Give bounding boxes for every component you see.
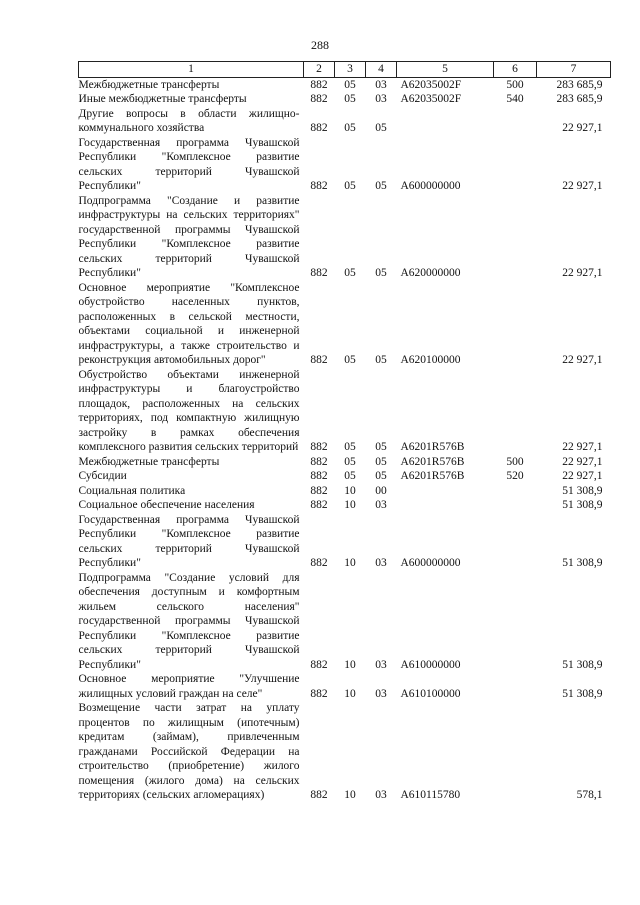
row-grbs: 882: [310, 122, 328, 134]
row-expense-type: [494, 368, 537, 455]
row-target-code: А610000000: [400, 658, 461, 671]
row-grbs: 882: [310, 354, 328, 366]
row-section: 10: [344, 687, 356, 700]
row-grbs: 882: [310, 557, 328, 569]
row-grbs: 882: [310, 441, 328, 453]
row-amount: 51 308,9: [562, 687, 603, 700]
table-row: [79, 194, 611, 281]
table-row: [79, 672, 611, 701]
row-amount: 51 308,9: [562, 658, 603, 671]
row-grbs: 882: [310, 93, 328, 105]
table-row: [79, 92, 611, 107]
row-amount: 283 685,9: [556, 93, 603, 105]
row-section: 05: [344, 78, 356, 91]
row-subsection: 05: [375, 267, 387, 279]
row-subsection: 05: [375, 180, 387, 192]
row-expense-type: [494, 281, 537, 368]
table-row: [79, 498, 611, 513]
row-target-code: А600000000: [400, 557, 461, 569]
row-subsection: 05: [375, 122, 387, 134]
row-name: Иные межбюджетные трансферты: [78, 93, 247, 105]
row-expense-type: 520: [506, 470, 524, 482]
row-subsection: 03: [375, 687, 387, 700]
budget-table: [78, 61, 611, 803]
row-section: 05: [344, 455, 356, 468]
row-name: Социальное обеспечение населения: [78, 499, 255, 511]
row-expense-type: [494, 107, 537, 136]
row-target-code: А600000000: [400, 180, 461, 192]
row-section: 10: [344, 499, 356, 511]
row-name: Межбюджетные трансферты: [78, 78, 220, 91]
row-grbs: 882: [310, 180, 328, 192]
page-number: 288: [311, 38, 329, 52]
header-col-7: 7: [537, 62, 611, 78]
row-name: Социальная политика: [78, 484, 186, 497]
header-col-5: 5: [397, 62, 494, 78]
table-row: [79, 455, 611, 470]
row-section: 05: [344, 441, 356, 453]
row-name: Подпрограмма "Создание условий для обеспечения доступным и комфортным жильем сельского населения" государственной программы Чувашской Республики "Комплексное развитие сельских территорий Чувашской Республики": [78, 571, 300, 671]
row-expense-type: [494, 194, 537, 281]
row-target-code: А6201R576В: [400, 455, 465, 468]
row-amount: 578,1: [576, 789, 603, 801]
row-subsection: 05: [375, 354, 387, 366]
row-target-code: А610100000: [400, 687, 461, 700]
row-section: 05: [344, 93, 356, 105]
row-subsection: 00: [375, 484, 387, 497]
row-expense-type: 500: [506, 78, 524, 91]
row-name: Основное мероприятие "Комплексное обустройство населенных пунктов, расположенных в сельской местности, объектами социальной и инженерной инфраструктуры, а также строительство и реконструкция автомобильных дорог": [78, 281, 300, 366]
row-amount: 22 927,1: [562, 180, 603, 192]
table-row: [79, 77, 611, 92]
header-col-3: 3: [335, 62, 366, 78]
row-target-code: [397, 498, 494, 513]
row-amount: 51 308,9: [562, 484, 603, 497]
row-target-code: А620000000: [400, 267, 461, 279]
row-name: Государственная программа Чувашской Республики "Комплексное развитие сельских территорий Чувашской Республики": [78, 136, 300, 192]
table-row: [79, 484, 611, 499]
table-row: [79, 368, 611, 455]
row-section: 05: [344, 354, 356, 366]
row-name: Государственная программа Чувашской Республики "Комплексное развитие сельских территорий Чувашской Республики": [78, 513, 300, 569]
row-grbs: 882: [310, 78, 328, 91]
row-name: Обустройство объектами инженерной инфраструктуры и благоустройство площадок, расположенных на сельских территориях, под компактную жилищную застройку в рамках обеспечения комплексного развития сельских территорий: [78, 368, 300, 453]
row-expense-type: 500: [506, 455, 524, 468]
row-expense-type: [494, 484, 537, 499]
row-name: Межбюджетные трансферты: [78, 455, 220, 468]
row-section: 10: [344, 789, 356, 801]
table-row: [79, 469, 611, 484]
row-target-code: А62035002F: [400, 93, 462, 105]
row-name: Субсидии: [78, 470, 127, 482]
row-target-code: [397, 107, 494, 136]
row-subsection: 03: [375, 658, 387, 671]
table-row: [79, 701, 611, 803]
row-amount: 22 927,1: [562, 455, 603, 468]
row-section: 05: [344, 180, 356, 192]
row-expense-type: [494, 136, 537, 194]
row-expense-type: [494, 513, 537, 571]
row-name: Другие вопросы в области жилищно-коммунального хозяйства: [78, 107, 300, 134]
row-expense-type: [494, 672, 537, 701]
row-subsection: 05: [375, 470, 387, 482]
row-grbs: 882: [310, 499, 328, 511]
row-subsection: 05: [375, 441, 387, 453]
row-amount: 22 927,1: [562, 122, 603, 134]
row-expense-type: [494, 498, 537, 513]
row-grbs: 882: [310, 789, 328, 801]
row-name: Подпрограмма "Создание и развитие инфраструктуры на сельских территориях" государственной программы Чувашской Республики "Комплексное развитие сельских территорий Чувашской Республики": [78, 194, 300, 279]
row-section: 05: [344, 470, 356, 482]
row-name: Основное мероприятие "Улучшение жилищных условий граждан на селе": [78, 673, 300, 700]
row-amount: 51 308,9: [562, 499, 603, 511]
row-subsection: 03: [375, 499, 387, 511]
row-expense-type: 540: [506, 93, 524, 105]
row-grbs: 882: [310, 687, 328, 700]
row-target-code: А62035002F: [400, 78, 462, 91]
table-row: [79, 107, 611, 136]
row-grbs: 882: [310, 470, 328, 482]
row-expense-type: [494, 571, 537, 673]
row-amount: 51 308,9: [562, 557, 603, 569]
row-subsection: 03: [375, 78, 387, 91]
row-amount: 22 927,1: [562, 354, 603, 366]
row-subsection: 03: [375, 789, 387, 801]
header-col-2: 2: [304, 62, 335, 78]
header-row: [79, 62, 611, 78]
table-body: [79, 77, 611, 803]
row-grbs: 882: [310, 484, 328, 497]
row-grbs: 882: [310, 267, 328, 279]
row-amount: 22 927,1: [562, 441, 603, 453]
table-row: [79, 281, 611, 368]
row-section: 10: [344, 484, 356, 497]
row-subsection: 03: [375, 93, 387, 105]
row-section: 10: [344, 557, 356, 569]
row-amount: 22 927,1: [562, 267, 603, 279]
row-target-code: [397, 484, 494, 499]
header-col-6: 6: [494, 62, 537, 78]
table-row: [79, 136, 611, 194]
table-row: [79, 571, 611, 673]
row-target-code: А610115780: [400, 789, 461, 801]
row-section: 05: [344, 267, 356, 279]
row-subsection: 03: [375, 557, 387, 569]
header-col-4: 4: [366, 62, 397, 78]
table-row: [79, 513, 611, 571]
header-col-1: 1: [79, 62, 304, 78]
row-amount: 22 927,1: [562, 470, 603, 482]
row-grbs: 882: [310, 658, 328, 671]
row-grbs: 882: [310, 455, 328, 468]
row-name: Возмещение части затрат на уплату процентов по жилищным (ипотечным) кредитам (займам), привлеченным гражданами Российской Федерации на строительство (приобретение) жилого помещения (жилого дома) на сельских территориях (сельских агломерациях): [78, 702, 300, 801]
row-target-code: А6201R576В: [400, 441, 465, 453]
row-target-code: А620100000: [400, 354, 461, 366]
row-amount: 283 685,9: [556, 78, 603, 91]
row-section: 10: [344, 658, 356, 671]
row-target-code: А6201R576В: [400, 470, 465, 482]
row-subsection: 05: [375, 455, 387, 468]
row-section: 05: [344, 122, 356, 134]
row-expense-type: [494, 701, 537, 803]
